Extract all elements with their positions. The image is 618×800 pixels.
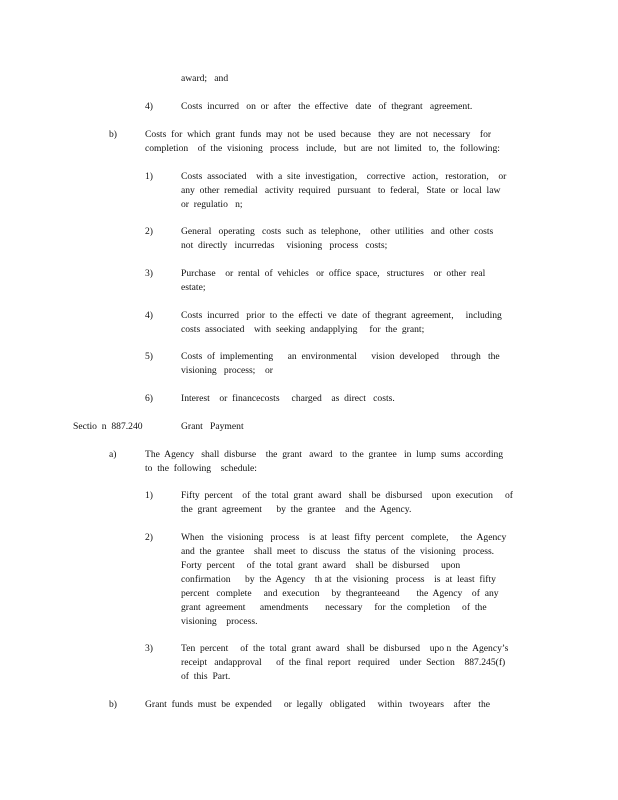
text-line: grant agreement amendments necessary for the completion of the <box>181 602 487 613</box>
item-number: 4) <box>145 310 153 321</box>
text-line: Purchase or rental of vehicles or office space, structures or other real <box>181 268 486 279</box>
section-text <box>145 698 490 712</box>
continuation-line: award; and <box>181 73 229 84</box>
text-line: Ten percent of the total grant award shall be disbursed upo n the Agency’s <box>181 643 509 654</box>
item-number: 3) <box>145 268 153 279</box>
text-line: Costs of implementing an environmental vision developed through the <box>181 351 500 362</box>
text-line: estate; <box>181 282 206 293</box>
item-number: 2) <box>145 226 153 237</box>
section-text <box>145 128 500 156</box>
section-text <box>145 448 503 476</box>
text-line: Costs incurred prior to the effecti ve date of thegrant agreement, including <box>181 310 502 321</box>
text-line: any other remedial activity required pursuant to federal, State or local law <box>181 185 501 196</box>
text-line: completion of the visioning process include, but are not limited to, the following: <box>145 143 500 154</box>
text-line: Costs for which grant funds may not be used because they are not necessary for <box>145 129 492 140</box>
text-line: Grant funds must be expended or legally obligated within twoyears after the <box>145 699 491 710</box>
item-number: 1) <box>145 490 153 501</box>
text-line: not directly incurredas visioning process costs; <box>181 240 388 251</box>
text-line: to the following schedule: <box>145 463 257 474</box>
text-line: or regulatio n; <box>181 199 243 210</box>
item-number: 6) <box>145 393 153 404</box>
text-line: the grant agreement by the grantee and the Agency. <box>181 504 412 515</box>
section-label: b) <box>109 699 117 710</box>
section-title: Grant Payment <box>181 421 244 432</box>
text-line: The Agency shall disburse the grant award to the grantee in lump sums according <box>145 449 504 460</box>
text-line: General operating costs such as telephone, other utilities and other costs <box>181 226 494 237</box>
text-line: and the grantee shall meet to discuss the status of the visioning process. <box>181 546 495 557</box>
item-text <box>181 489 513 517</box>
item-text <box>181 350 500 378</box>
section-label: a) <box>109 449 117 460</box>
text-line: confirmation by the Agency th at the visioning process is at least fifty <box>181 574 496 585</box>
item-text <box>181 392 395 406</box>
text-line: percent complete and execution by thegranteeand the Agency of any <box>181 588 499 599</box>
text-line: When the visioning process is at least fifty percent complete, the Agency <box>181 532 507 543</box>
item-text <box>181 170 506 212</box>
section-label: b) <box>109 129 117 140</box>
text-line: Costs incurred on or after the effective date of thegrant agreement. <box>181 101 473 112</box>
item-text <box>181 642 508 684</box>
item-number: 3) <box>145 643 153 654</box>
item-number: 1) <box>145 171 153 182</box>
text-line: Forty percent of the total grant award shall be disbursed upon <box>181 560 461 571</box>
item-text <box>181 531 506 629</box>
text-line: visioning process. <box>181 616 258 627</box>
text-line: Costs associated with a site investigation, corrective action, restoration, or <box>181 171 507 182</box>
text-line: visioning process; or <box>181 365 273 376</box>
text-line: Interest or financecosts charged as direct costs. <box>181 393 395 404</box>
text-line: Fifty percent of the total grant award shall be disbursed upon execution of <box>181 490 513 501</box>
section-number: Sectio n 887.240 <box>73 421 143 432</box>
item-text <box>181 100 472 114</box>
item-text <box>181 309 502 337</box>
text-line: costs associated with seeking andapplying for the grant; <box>181 324 425 335</box>
item-number: 2) <box>145 532 153 543</box>
item-number: 4) <box>145 101 153 112</box>
text-line: receipt andapproval of the final report required under Section 887.245(f) <box>181 657 506 668</box>
text-line: of this Part. <box>181 671 231 682</box>
item-number: 5) <box>145 351 153 362</box>
item-text <box>181 267 485 295</box>
item-text <box>181 225 493 253</box>
